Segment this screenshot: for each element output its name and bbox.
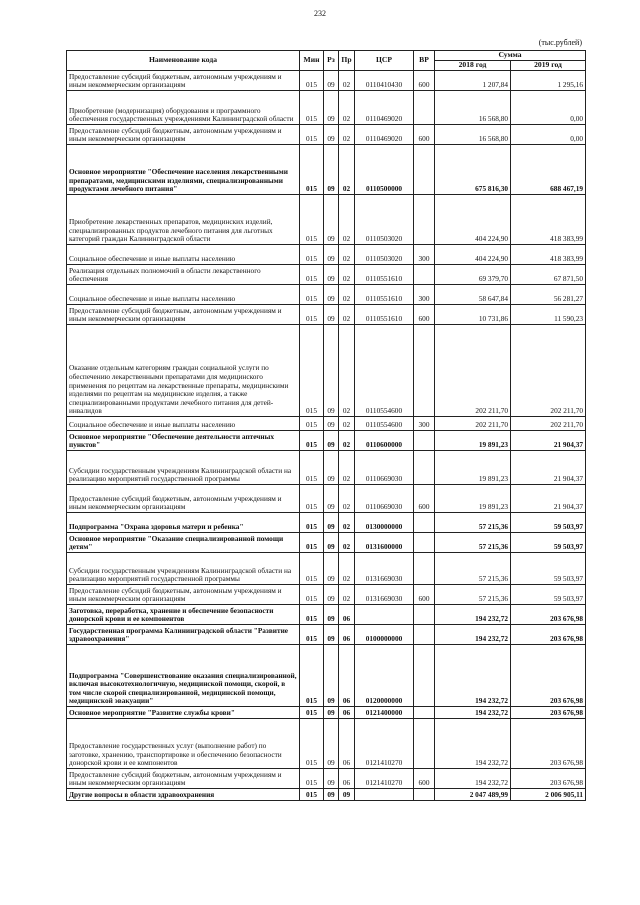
row-csr: 0110469020 bbox=[355, 125, 414, 145]
row-amount-2018: 16 568,80 bbox=[435, 91, 511, 125]
row-pr: 02 bbox=[339, 325, 355, 417]
row-rz: 09 bbox=[324, 605, 339, 625]
row-csr: 0121410270 bbox=[355, 719, 414, 769]
row-name: Предоставление субсидий бюджетным, автономным учреждениям и иным некоммерческим организациям bbox=[67, 305, 300, 325]
row-vr: 600 bbox=[414, 769, 435, 789]
row-amount-2019: 203 676,98 bbox=[511, 605, 586, 625]
row-min: 015 bbox=[300, 719, 324, 769]
row-pr: 02 bbox=[339, 485, 355, 513]
row-amount-2019: 202 211,70 bbox=[511, 417, 586, 431]
row-pr: 06 bbox=[339, 645, 355, 707]
row-amount-2019: 21 904,37 bbox=[511, 431, 586, 451]
row-amount-2019: 21 904,37 bbox=[511, 485, 586, 513]
row-rz: 09 bbox=[324, 707, 339, 719]
row-rz: 09 bbox=[324, 71, 339, 91]
row-amount-2018: 57 215,36 bbox=[435, 553, 511, 585]
row-amount-2018: 194 232,72 bbox=[435, 719, 511, 769]
row-min: 015 bbox=[300, 553, 324, 585]
row-name: Предоставление субсидий бюджетным, автономным учреждениям и иным некоммерческим организациям bbox=[67, 585, 300, 605]
row-csr: 0110554600 bbox=[355, 417, 414, 431]
row-pr: 02 bbox=[339, 245, 355, 265]
table-row bbox=[67, 145, 586, 195]
table-row bbox=[67, 513, 586, 533]
row-amount-2018: 194 232,72 bbox=[435, 645, 511, 707]
header-rz: Рз bbox=[324, 51, 339, 71]
row-vr bbox=[414, 513, 435, 533]
row-csr: 0131600000 bbox=[355, 533, 414, 553]
row-amount-2018: 194 232,72 bbox=[435, 707, 511, 719]
row-vr bbox=[414, 91, 435, 125]
row-name: Основное мероприятие "Обеспечение населения лекарственными препаратами, медицинскими изделиями, специализированными продуктами лечебного питания" bbox=[67, 145, 300, 195]
table-row bbox=[67, 707, 586, 719]
row-amount-2019: 1 295,16 bbox=[511, 71, 586, 91]
row-rz: 09 bbox=[324, 625, 339, 645]
row-amount-2019: 418 383,99 bbox=[511, 245, 586, 265]
row-amount-2019: 203 676,98 bbox=[511, 769, 586, 789]
row-min: 015 bbox=[300, 431, 324, 451]
row-pr: 06 bbox=[339, 769, 355, 789]
table-row bbox=[67, 431, 586, 451]
table-row bbox=[67, 645, 586, 707]
row-pr: 02 bbox=[339, 305, 355, 325]
row-amount-2019: 59 503,97 bbox=[511, 533, 586, 553]
row-amount-2018: 202 211,70 bbox=[435, 325, 511, 417]
row-amount-2019: 59 503,97 bbox=[511, 553, 586, 585]
row-pr: 02 bbox=[339, 125, 355, 145]
row-rz: 09 bbox=[324, 417, 339, 431]
table-row bbox=[67, 91, 586, 125]
row-amount-2019: 2 006 905,11 bbox=[511, 789, 586, 801]
row-amount-2018: 2 047 489,99 bbox=[435, 789, 511, 801]
row-min: 015 bbox=[300, 585, 324, 605]
row-amount-2019: 688 467,19 bbox=[511, 145, 586, 195]
row-csr: 0120000000 bbox=[355, 645, 414, 707]
row-min: 015 bbox=[300, 707, 324, 719]
table-row bbox=[67, 417, 586, 431]
row-vr bbox=[414, 431, 435, 451]
row-vr bbox=[414, 553, 435, 585]
row-amount-2018: 202 211,70 bbox=[435, 417, 511, 431]
row-rz: 09 bbox=[324, 305, 339, 325]
row-amount-2019: 203 676,98 bbox=[511, 707, 586, 719]
table-row bbox=[67, 195, 586, 245]
row-min: 015 bbox=[300, 605, 324, 625]
row-min: 015 bbox=[300, 265, 324, 285]
row-csr: 0110503020 bbox=[355, 245, 414, 265]
row-rz: 09 bbox=[324, 265, 339, 285]
row-pr: 02 bbox=[339, 533, 355, 553]
row-amount-2018: 194 232,72 bbox=[435, 625, 511, 645]
header-name: Наименование кода bbox=[67, 51, 300, 71]
row-pr: 09 bbox=[339, 789, 355, 801]
row-amount-2019: 418 383,99 bbox=[511, 195, 586, 245]
table-row bbox=[67, 485, 586, 513]
row-amount-2018: 57 215,36 bbox=[435, 533, 511, 553]
row-vr: 300 bbox=[414, 285, 435, 305]
row-name: Основное мероприятие "Оказание специализированной помощи детям" bbox=[67, 533, 300, 553]
row-rz: 09 bbox=[324, 719, 339, 769]
row-amount-2018: 404 224,90 bbox=[435, 195, 511, 245]
row-amount-2018: 19 891,23 bbox=[435, 485, 511, 513]
row-min: 015 bbox=[300, 145, 324, 195]
row-amount-2018: 19 891,23 bbox=[435, 431, 511, 451]
row-name: Предоставление субсидий бюджетным, автономным учреждениям и иным некоммерческим организациям bbox=[67, 769, 300, 789]
row-min: 015 bbox=[300, 125, 324, 145]
row-min: 015 bbox=[300, 285, 324, 305]
row-vr bbox=[414, 195, 435, 245]
header-pr: Пр bbox=[339, 51, 355, 71]
row-min: 015 bbox=[300, 305, 324, 325]
row-amount-2018: 16 568,80 bbox=[435, 125, 511, 145]
row-csr: 0110503020 bbox=[355, 195, 414, 245]
row-rz: 09 bbox=[324, 325, 339, 417]
row-amount-2019: 56 281,27 bbox=[511, 285, 586, 305]
row-min: 015 bbox=[300, 625, 324, 645]
table-row bbox=[67, 553, 586, 585]
row-name: Предоставление субсидий бюджетным, автономным учреждениям и иным некоммерческим организациям bbox=[67, 71, 300, 91]
table-row bbox=[67, 451, 586, 485]
row-name: Основное мероприятие "Обеспечение деятельности аптечных пунктов" bbox=[67, 431, 300, 451]
row-rz: 09 bbox=[324, 431, 339, 451]
row-amount-2019: 203 676,98 bbox=[511, 645, 586, 707]
row-amount-2019: 0,00 bbox=[511, 91, 586, 125]
row-csr: 0110669030 bbox=[355, 485, 414, 513]
row-amount-2019: 21 904,37 bbox=[511, 451, 586, 485]
row-pr: 02 bbox=[339, 451, 355, 485]
row-amount-2018: 57 215,36 bbox=[435, 585, 511, 605]
row-pr: 06 bbox=[339, 625, 355, 645]
row-name: Субсидии государственным учреждениям Калининградской области на реализацию мероприятий государственной программы bbox=[67, 451, 300, 485]
page-number: 232 bbox=[314, 9, 326, 18]
row-csr: 0131669030 bbox=[355, 585, 414, 605]
row-pr: 02 bbox=[339, 585, 355, 605]
row-pr: 06 bbox=[339, 707, 355, 719]
row-pr: 02 bbox=[339, 417, 355, 431]
row-min: 015 bbox=[300, 245, 324, 265]
row-rz: 09 bbox=[324, 485, 339, 513]
row-pr: 02 bbox=[339, 431, 355, 451]
table-row bbox=[67, 585, 586, 605]
row-name: Социальное обеспечение и иные выплаты населению bbox=[67, 417, 300, 431]
row-pr: 02 bbox=[339, 553, 355, 585]
row-rz: 09 bbox=[324, 585, 339, 605]
table-row bbox=[67, 719, 586, 769]
row-name: Подпрограмма "Совершенствование оказания специализированной, включая высокотехнологичную, медицинской помощи, скорой, в том числе скорой специализированной, медицинской помощи, медицинской эвакуации" bbox=[67, 645, 300, 707]
header-min: Мин bbox=[300, 51, 324, 71]
header-csr: ЦСР bbox=[355, 51, 414, 71]
row-vr bbox=[414, 145, 435, 195]
table-row bbox=[67, 325, 586, 417]
row-amount-2018: 57 215,36 bbox=[435, 513, 511, 533]
row-rz: 09 bbox=[324, 513, 339, 533]
row-amount-2019: 203 676,98 bbox=[511, 625, 586, 645]
row-pr: 02 bbox=[339, 285, 355, 305]
row-rz: 09 bbox=[324, 285, 339, 305]
row-amount-2019: 203 676,98 bbox=[511, 719, 586, 769]
row-vr: 600 bbox=[414, 71, 435, 91]
row-csr bbox=[355, 605, 414, 625]
row-csr: 0110600000 bbox=[355, 431, 414, 451]
row-vr: 600 bbox=[414, 485, 435, 513]
row-amount-2018: 58 647,84 bbox=[435, 285, 511, 305]
budget-table bbox=[66, 50, 586, 801]
row-pr: 02 bbox=[339, 265, 355, 285]
row-csr: 0130000000 bbox=[355, 513, 414, 533]
header-year-2019: 2019 год bbox=[511, 61, 586, 71]
row-vr: 300 bbox=[414, 417, 435, 431]
row-rz: 09 bbox=[324, 553, 339, 585]
table-body bbox=[67, 71, 586, 801]
row-vr: 300 bbox=[414, 245, 435, 265]
row-pr: 02 bbox=[339, 71, 355, 91]
row-vr: 600 bbox=[414, 305, 435, 325]
row-name: Социальное обеспечение и иные выплаты населению bbox=[67, 285, 300, 305]
row-amount-2018: 675 816,30 bbox=[435, 145, 511, 195]
row-vr bbox=[414, 325, 435, 417]
row-csr: 0110554600 bbox=[355, 325, 414, 417]
row-name: Оказание отдельным категориям граждан социальной услуги по обеспечению лекарственными препаратами для медицинского применения по рецептам на лекарственные препараты, медицинскими изделиями по рецептам на медицинские изделия, а также специализированными продуктами лечебного питания для детей-инвалидов bbox=[67, 325, 300, 417]
row-min: 015 bbox=[300, 645, 324, 707]
row-csr: 0110410430 bbox=[355, 71, 414, 91]
row-amount-2018: 10 731,86 bbox=[435, 305, 511, 325]
row-csr: 0110551610 bbox=[355, 305, 414, 325]
row-rz: 09 bbox=[324, 769, 339, 789]
row-min: 015 bbox=[300, 513, 324, 533]
units-label: (тыс.рублей) bbox=[538, 38, 582, 47]
row-rz: 09 bbox=[324, 245, 339, 265]
table-row bbox=[67, 285, 586, 305]
row-pr: 02 bbox=[339, 513, 355, 533]
row-amount-2018: 69 379,70 bbox=[435, 265, 511, 285]
row-vr: 600 bbox=[414, 125, 435, 145]
row-amount-2019: 202 211,70 bbox=[511, 325, 586, 417]
row-min: 015 bbox=[300, 789, 324, 801]
row-vr: 600 bbox=[414, 585, 435, 605]
table-row bbox=[67, 605, 586, 625]
row-csr: 0110551610 bbox=[355, 285, 414, 305]
table-row bbox=[67, 769, 586, 789]
row-csr: 0110500000 bbox=[355, 145, 414, 195]
row-name: Предоставление государственных услуг (выполнение работ) по заготовке, хранению, транспортировке и обеспечению безопасности донорской крови и ее компонентов bbox=[67, 719, 300, 769]
row-vr bbox=[414, 605, 435, 625]
row-name: Заготовка, переработка, хранение и обеспечение безопасности донорской крови и ее компонентов bbox=[67, 605, 300, 625]
row-min: 015 bbox=[300, 485, 324, 513]
row-pr: 02 bbox=[339, 145, 355, 195]
row-min: 015 bbox=[300, 195, 324, 245]
row-min: 015 bbox=[300, 451, 324, 485]
row-min: 015 bbox=[300, 71, 324, 91]
row-amount-2019: 11 590,23 bbox=[511, 305, 586, 325]
row-amount-2019: 59 503,97 bbox=[511, 513, 586, 533]
row-vr bbox=[414, 789, 435, 801]
row-rz: 09 bbox=[324, 645, 339, 707]
row-name: Другие вопросы в области здравоохранения bbox=[67, 789, 300, 801]
row-rz: 09 bbox=[324, 533, 339, 553]
row-name: Основное мероприятие "Развитие службы крови" bbox=[67, 707, 300, 719]
row-csr: 0110551610 bbox=[355, 265, 414, 285]
row-csr: 0100000000 bbox=[355, 625, 414, 645]
row-name: Подпрограмма "Охрана здоровья матери и ребенка" bbox=[67, 513, 300, 533]
row-rz: 09 bbox=[324, 789, 339, 801]
table-row bbox=[67, 265, 586, 285]
row-pr: 02 bbox=[339, 195, 355, 245]
row-amount-2018: 404 224,90 bbox=[435, 245, 511, 265]
row-rz: 09 bbox=[324, 125, 339, 145]
row-amount-2018: 1 207,84 bbox=[435, 71, 511, 91]
table-row bbox=[67, 789, 586, 801]
row-amount-2019: 0,00 bbox=[511, 125, 586, 145]
header-year-2018: 2018 год bbox=[435, 61, 511, 71]
row-name: Приобретение (модернизация) оборудования и программного обеспечения государственных учреждениями Калининградской области bbox=[67, 91, 300, 125]
row-csr: 0121400000 bbox=[355, 707, 414, 719]
row-min: 015 bbox=[300, 325, 324, 417]
row-name: Предоставление субсидий бюджетным, автономным учреждениям и иным некоммерческим организациям bbox=[67, 485, 300, 513]
table-row bbox=[67, 125, 586, 145]
row-vr bbox=[414, 265, 435, 285]
row-vr bbox=[414, 645, 435, 707]
table-row bbox=[67, 533, 586, 553]
row-name: Субсидии государственным учреждениям Калининградской области на реализацию мероприятий государственной программы bbox=[67, 553, 300, 585]
row-rz: 09 bbox=[324, 91, 339, 125]
row-amount-2019: 67 871,50 bbox=[511, 265, 586, 285]
row-rz: 09 bbox=[324, 145, 339, 195]
header-vr: ВР bbox=[414, 51, 435, 71]
row-vr bbox=[414, 719, 435, 769]
row-name: Социальное обеспечение и иные выплаты населению bbox=[67, 245, 300, 265]
row-amount-2018: 194 232,72 bbox=[435, 605, 511, 625]
row-csr: 0110469020 bbox=[355, 91, 414, 125]
row-amount-2018: 19 891,23 bbox=[435, 451, 511, 485]
row-pr: 02 bbox=[339, 91, 355, 125]
row-min: 015 bbox=[300, 91, 324, 125]
row-vr bbox=[414, 625, 435, 645]
row-vr bbox=[414, 533, 435, 553]
row-amount-2018: 194 232,72 bbox=[435, 769, 511, 789]
row-csr: 0110669030 bbox=[355, 451, 414, 485]
row-name: Предоставление субсидий бюджетным, автономным учреждениям и иным некоммерческим организациям bbox=[67, 125, 300, 145]
row-pr: 06 bbox=[339, 605, 355, 625]
row-min: 015 bbox=[300, 769, 324, 789]
row-name: Государственная программа Калининградской области "Развитие здравоохранения" bbox=[67, 625, 300, 645]
row-name: Приобретение лекарственных препаратов, медицинских изделий, специализированных продуктов лечебного питания для льготных категорий граждан Калининградской области bbox=[67, 195, 300, 245]
row-vr bbox=[414, 707, 435, 719]
table-row bbox=[67, 71, 586, 91]
row-pr: 06 bbox=[339, 719, 355, 769]
row-amount-2019: 59 503,97 bbox=[511, 585, 586, 605]
row-vr bbox=[414, 451, 435, 485]
row-csr bbox=[355, 789, 414, 801]
row-csr: 0121410270 bbox=[355, 769, 414, 789]
row-min: 015 bbox=[300, 417, 324, 431]
table-row bbox=[67, 625, 586, 645]
row-csr: 0131669030 bbox=[355, 553, 414, 585]
row-rz: 09 bbox=[324, 451, 339, 485]
table-row bbox=[67, 305, 586, 325]
row-name: Реализация отдельных полномочий в области лекарственного обеспечения bbox=[67, 265, 300, 285]
row-min: 015 bbox=[300, 533, 324, 553]
table-row bbox=[67, 245, 586, 265]
row-rz: 09 bbox=[324, 195, 339, 245]
header-sum: Сумма bbox=[435, 51, 586, 61]
